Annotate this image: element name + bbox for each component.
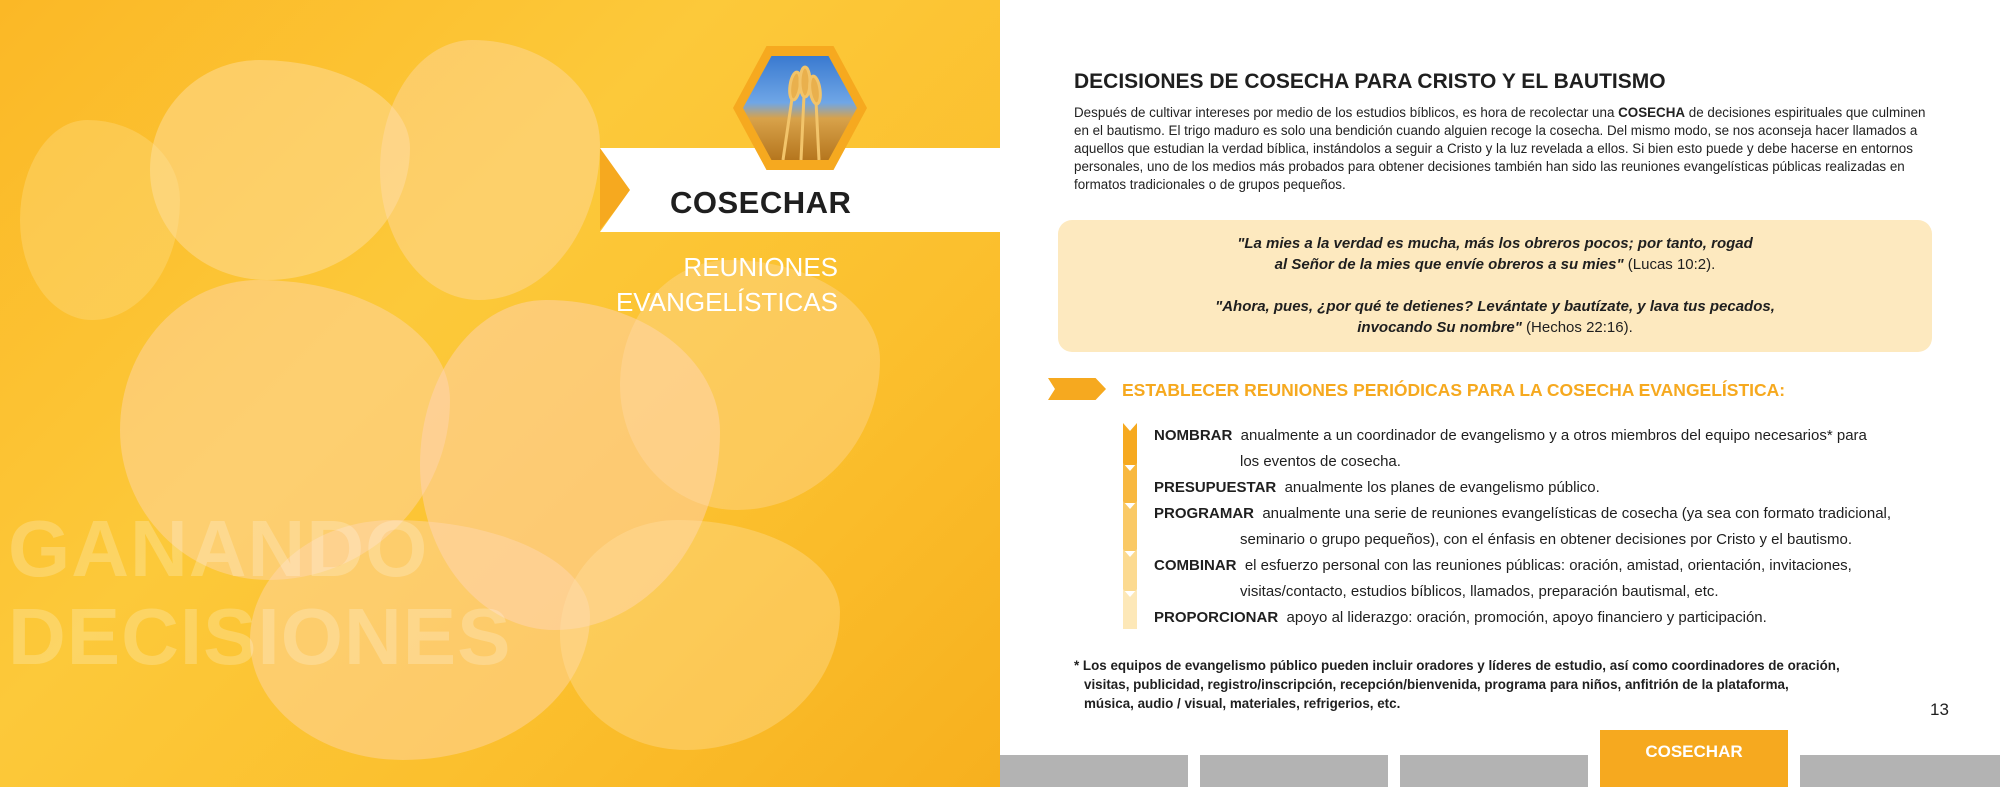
footnote-line: * Los equipos de evangelismo público pueden incluir oradores y líderes de estudio, así como coordinadores de oración, [1074, 658, 1840, 673]
list-item [1154, 475, 1934, 501]
step-bar [1123, 423, 1137, 465]
bg-shape [150, 60, 410, 280]
section-title: COSECHAR [670, 185, 852, 220]
footnote [1074, 656, 1934, 713]
quote-ref: (Hechos 22:16). [1521, 319, 1633, 336]
watermark-line: GANANDO [8, 504, 429, 593]
page-heading: DECISIONES DE COSECHA PARA CRISTO Y EL BAUTISMO [1074, 70, 1666, 93]
footnote-line: música, audio / visual, materiales, refrigerios, etc. [1084, 696, 1401, 711]
step-bar [1123, 549, 1137, 591]
nav-tab-label[interactable]: COSECHAR [1645, 742, 1743, 761]
item-text: los eventos de cosecha. [1240, 453, 1401, 470]
list-item [1154, 553, 1934, 605]
step-bar [1123, 589, 1137, 629]
item-text: anualmente a un coordinador de evangelismo y a otros miembros del equipo necesarios* para [1240, 427, 1867, 444]
nav-tab[interactable] [1400, 755, 1588, 787]
bg-shape [380, 40, 600, 300]
nav-tab[interactable] [1800, 755, 2000, 787]
quote-1 [1058, 233, 1932, 275]
section-heading: ESTABLECER REUNIONES PERIÓDICAS PARA LA COSECHA EVANGELÍSTICA: [1122, 380, 1786, 400]
watermark-line: DECISIONES [8, 592, 512, 681]
item-keyword: PROPORCIONAR [1154, 609, 1279, 626]
quote-text: "Ahora, pues, ¿por qué te detienes? Levántate y bautízate, y lava tus pecados, [1215, 298, 1775, 315]
item-text: el esfuerzo personal con las reuniones públicas: oración, amistad, orientación, invitaciones, [1244, 557, 1852, 574]
intro-bold: COSECHA [1618, 105, 1686, 120]
watermark-title [8, 505, 511, 681]
intro-paragraph [1074, 104, 1934, 194]
intro-text: de decisiones espirituales que culminen en el bautismo. El trigo maduro es solo una bendición cuando alguien recoge la cosecha. Del mismo modo, se nos aconseja hacer llamados a aquellos que estudian la verdad bíblica, instándolos a seguir a Cristo y la luz revelada a ellos. Si bien esto puede y debe hacerse en entornos personales, uno de los medios más probados para obtener decisiones también han sido las reuniones evangelísticas públicas realizadas en formatos tradicionales o de grupos pequeños. [1074, 105, 1926, 192]
subtitle-line: EVANGELÍSTICAS [615, 287, 838, 317]
item-text: anualmente una serie de reuniones evangelísticas de cosecha (ya sea con formato tradicional, [1262, 505, 1892, 522]
quote-box [1058, 220, 1932, 352]
item-keyword: PRESUPUESTAR [1154, 479, 1277, 496]
list-item [1154, 423, 1934, 475]
quote-text: invocando Su nombre" [1357, 319, 1522, 336]
item-text: seminario o grupo pequeños), con el énfasis en obtener decisiones por Cristo y el bautismo. [1240, 531, 1853, 548]
item-keyword: PROGRAMAR [1154, 505, 1254, 522]
list-item [1154, 605, 1934, 631]
nav-tab[interactable] [1200, 755, 1388, 787]
item-text: visitas/contacto, estudios bíblicos, llamados, preparación bautismal, etc. [1240, 583, 1719, 600]
nav-tab[interactable] [1000, 755, 1188, 787]
item-text: anualmente los planes de evangelismo público. [1284, 479, 1600, 496]
quote-text: "La mies a la verdad es mucha, más los obreros pocos; por tanto, rogad [1237, 235, 1753, 252]
bg-shape [20, 120, 180, 320]
list-item [1154, 501, 1934, 553]
quote-text: al Señor de la mies que envíe obreros a su mies" [1274, 256, 1624, 273]
item-keyword: COMBINAR [1154, 557, 1237, 574]
subtitle [616, 250, 838, 320]
right-page [1000, 0, 2000, 787]
quote-2 [1058, 296, 1932, 338]
step-bar [1123, 463, 1137, 503]
item-keyword: NOMBRAR [1154, 427, 1233, 444]
steps-list [1154, 423, 1934, 631]
page-number: 13 [1930, 700, 1949, 719]
arrow-right-icon [1048, 378, 1106, 400]
intro-text: Después de cultivar intereses por medio de los estudios bíblicos, es hora de recolectar una [1074, 105, 1619, 120]
bg-shape [560, 520, 840, 750]
item-text: apoyo al liderazgo: oración, promoción, apoyo financiero y participación. [1286, 609, 1767, 626]
subtitle-line: REUNIONES [683, 252, 838, 282]
quote-ref: (Lucas 10:2). [1623, 256, 1716, 273]
footnote-line: visitas, publicidad, registro/inscripción, recepción/bienvenida, programa para niños, anfitrión de la plataforma, [1084, 677, 1789, 692]
step-bar [1123, 501, 1137, 551]
